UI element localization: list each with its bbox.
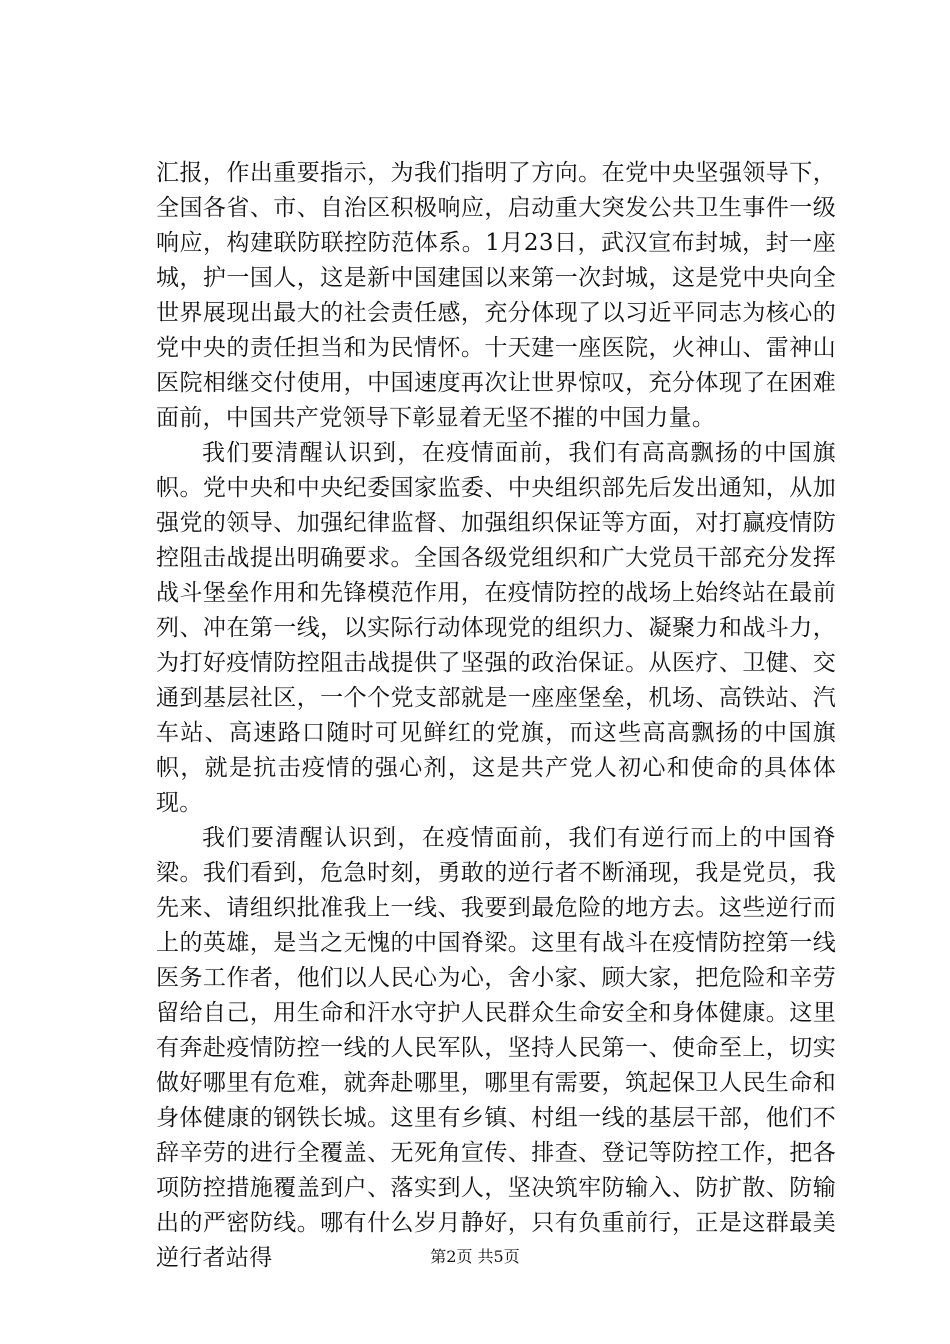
paragraph-party-flag: 我们要清醒认识到，在疫情面前，我们有高高飘扬的中国旗帜。党中央和中央纪委国家监委、中央组织部先后发出通知，从加强党的领导、加强纪律监督、加强组织保证等方面，对打赢疫情防控阻击战提出明确要求。全国各级党组织和广大党员干部充分发挥战斗堡垒作用和先锋模范作用，在疫情防控的战场上始终站在最前列、冲在第一线，以实际行动体现党的组织力、凝聚力和战斗力，为打好疫情防控阻击战提供了坚强的政治保证。从医疗、卫健、交通到基层社区，一个个党支部就是一座座堡垒，机场、高铁站、汽车站、高速路口随时可见鲜红的党旗，而这些高高飘扬的中国旗帜，就是抗击疫情的强心剂，这是共产党人初心和使命的具体体现。: [156, 440, 836, 816]
document-body: [156, 156, 836, 1276]
paragraph-continuation: 汇报，作出重要指示，为我们指明了方向。在党中央坚强领导下，全国各省、市、自治区积极响应，启动重大突发公共卫生事件一级响应，构建联防联控防范体系。1月23日，武汉宣布封城，封一座城，护一国人，这是新中国建国以来第一次封城，这是党中央向全世界展现出最大的社会责任感，充分体现了以习近平同志为核心的党中央的责任担当和为民情怀。十天建一座医院，火神山、雷神山医院相继交付使用，中国速度再次让世界惊叹，充分体现了在困难面前，中国共产党领导下彰显着无坚不摧的中国力量。: [156, 160, 836, 431]
paragraph-backbone: 我们要清醒认识到，在疫情面前，我们有逆行而上的中国脊梁。我们看到，危急时刻，勇敢的逆行者不断涌现，我是党员，我先来、请组织批准我上一线、我要到最危险的地方去。这些逆行而上的英雄，是当之无愧的中国脊梁。这里有战斗在疫情防控第一线医务工作者，他们以人民心为心，舍小家、顾大家，把危险和辛劳留给自己，用生命和汗水守护人民群众生命安全和身体健康。这里有奔赴疫情防控一线的人民军队，坚持人民第一、使命至上，切实做好哪里有危难，就奔赴哪里，哪里有需要，筑起保卫人民生命和身体健康的钢铁长城。这里有乡镇、村组一线的基层干部，他们不辞辛劳的进行全覆盖、无死角宣传、排查、登记等防控工作，把各项防控措施覆盖到户、落实到人，坚决筑牢防输入、防扩散、防输出的严密防线。哪有什么岁月静好，只有负重前行，正是这群最美逆行者站得: [156, 825, 836, 1271]
page-footer: 第2页 共5页: [430, 1247, 520, 1266]
